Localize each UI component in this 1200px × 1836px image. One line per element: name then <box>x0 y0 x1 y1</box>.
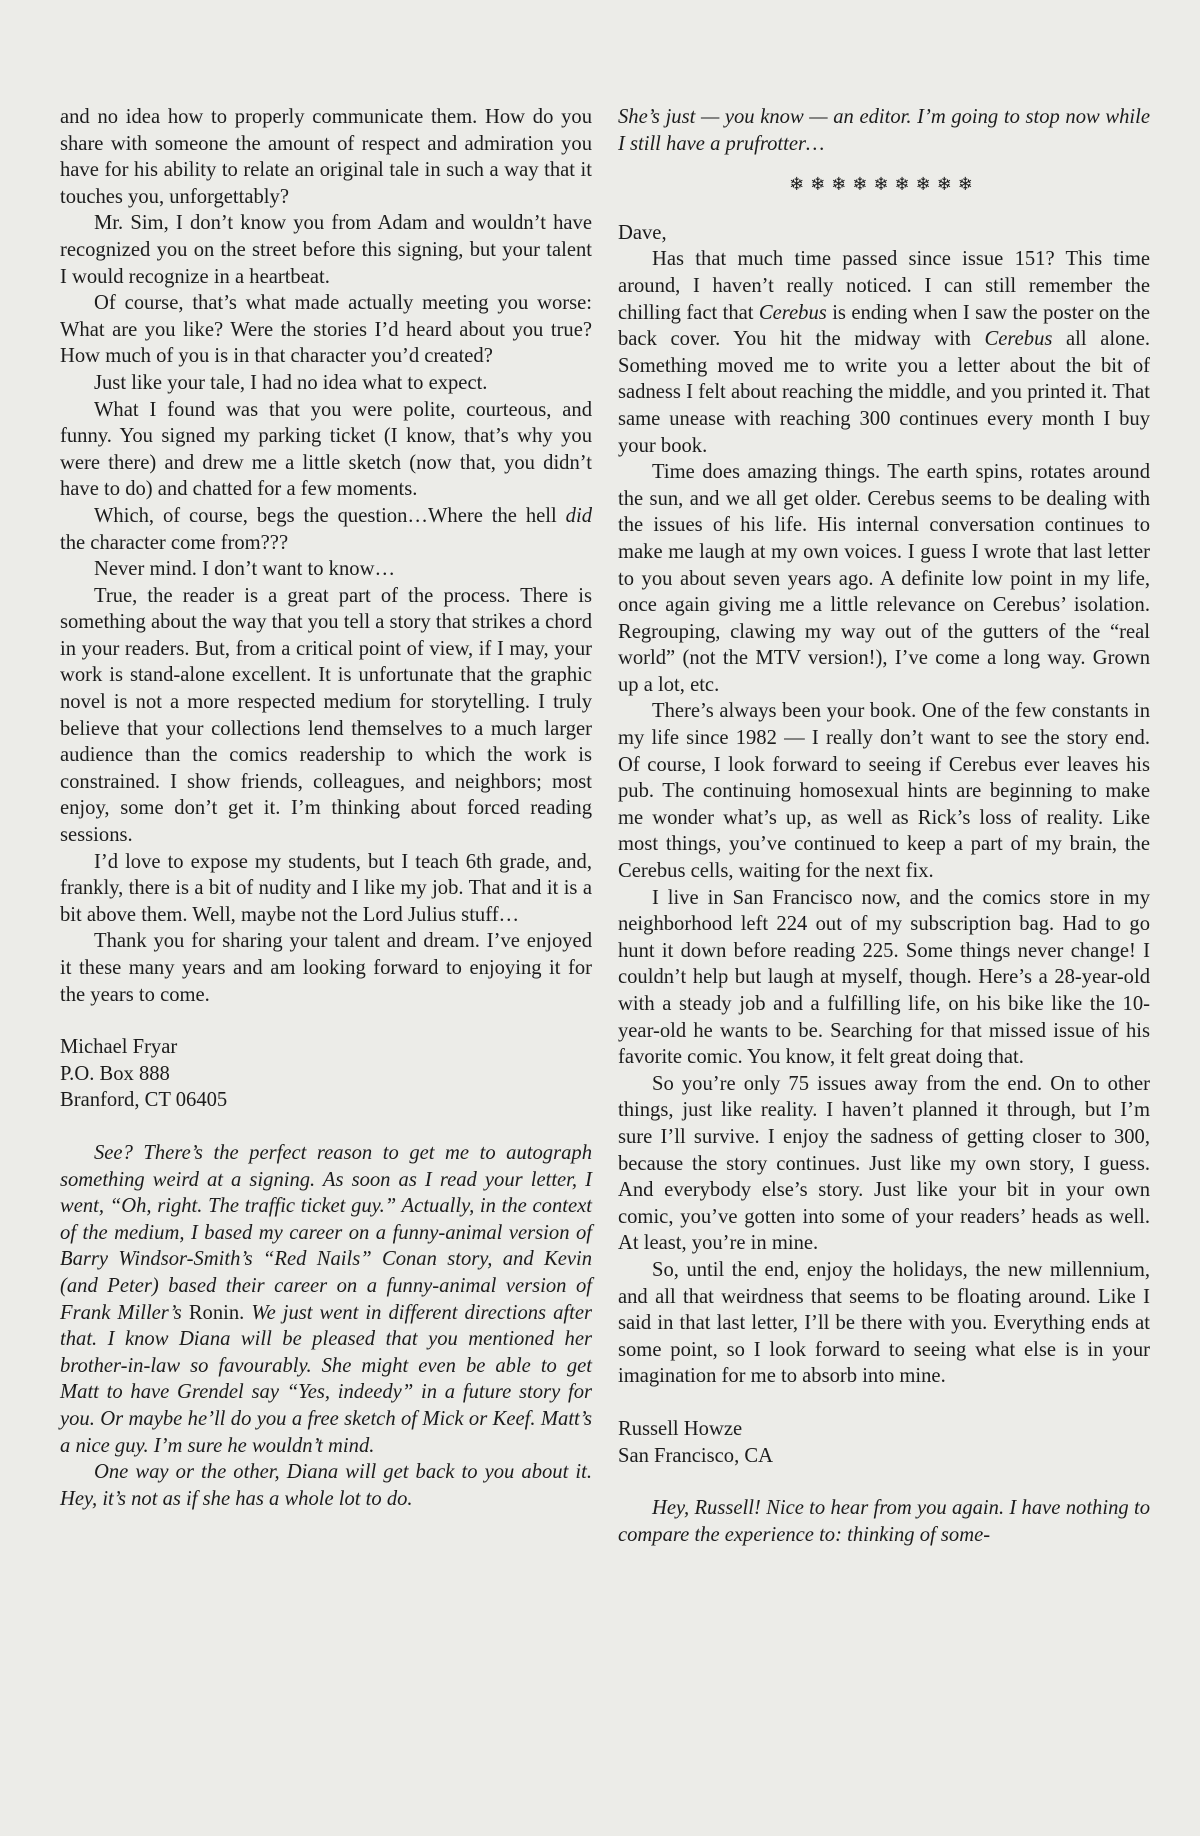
signature-city: San Francisco, CA <box>618 1444 774 1467</box>
signature-city: Branford, CT 06405 <box>60 1089 228 1112</box>
left-column <box>60 104 592 1512</box>
letter-paragraph: So, until the end, enjoy the holidays, the new millennium, and all that weirdness that seems to be floating around. Like I said in that last letter, I’ll be there with you. Everything ends at some point, so I look forward to seeing what else is in your imagination for me to absorb into mine. <box>618 1258 1150 1388</box>
editor-reply: One way or the other, Diana will get back to you about it. Hey, it’s not as if she has a whole lot to do. <box>60 1461 592 1510</box>
letter-paragraph <box>60 503 592 556</box>
letter-paragraph: Time does amazing things. The earth spins, rotates around the sun, and we all get older. Cerebus seems to be dealing with the issues of his life. His internal conversation continues to make me laugh at my own voices. I guess I wrote that last letter to you about seven years ago. A definite low point in my life, once again giving me a little relevance on Cerebus’ isolation. Regrouping, clawing my way out of the gutters of the “real world” (not the MTV version!), I’ve come a long way. Grown up a lot, etc. <box>618 461 1150 696</box>
letter-paragraph: Thank you for sharing your talent and dream. I’ve enjoyed it these many years and am looking forward to enjoying it for the years to come. <box>60 930 592 1006</box>
letter-salutation: Dave, <box>618 221 667 244</box>
signature-address: P.O. Box 888 <box>60 1062 170 1085</box>
editor-reply <box>60 1140 592 1459</box>
letter-paragraph: I’d love to expose my students, but I teach 6th grade, and, frankly, there is a bit of nudity and I like my job. That and it is a bit above them. Well, maybe not the Lord Julius stuff… <box>60 850 592 926</box>
letter-paragraph: Just like your tale, I had no idea what to expect. <box>94 371 488 394</box>
letter-paragraph: What I found was that you were polite, courteous, and funny. You signed my parking ticket (I know, that’s why you were there) and drew me a little sketch (now that, you didn’t have to do) and chatted for a few moments. <box>60 398 592 501</box>
section-divider: ❄❄❄❄❄❄❄❄❄ <box>789 174 979 195</box>
spacer <box>60 1114 592 1140</box>
spacer <box>618 1469 1150 1495</box>
emphasis: Cerebus <box>984 328 1053 351</box>
letter-paragraph: I live in San Francisco now, and the comics store in my neighborhood left 224 out of my subscription bag. Had to go hunt it down before reading 225. Some things never change! I couldn’t help but laugh at myself, though. Here’s a 28-year-old with a steady job and a fulfilling life, on his bike like the 10-year-old he wants to be. Searching for that missed issue of his favorite comic. You know, it felt great doing that. <box>618 886 1150 1069</box>
title-run: Ronin. <box>188 1301 245 1324</box>
text-run: See? There’s the perfect reason to get me to autograph something weird at a signing. As soon as I read your letter, I went, “Oh, right. The traffic ticket guy.” Actually, in the context of the medium, I based my career on a funny-animal version of Barry Windsor-Smith’s “Red Nails” Conan story, and Kevin (and Peter) based their career on a funny-animal version of Frank Miller’s <box>60 1141 592 1324</box>
letter-paragraph: Never mind. I don’t want to know… <box>94 558 396 581</box>
emphasis: Cerebus <box>758 301 827 324</box>
editor-reply: Hey, Russell! Nice to hear from you again. I have nothing to compare the experience to: thinking of some- <box>618 1497 1150 1546</box>
text-run: Has that much time passed since issue 151? This time around, I haven’t really noticed. I can still remember the chilling fact that <box>618 248 1150 324</box>
text-run: Which, of course, begs the question…Where the hell <box>94 504 566 527</box>
letter-paragraph: and no idea how to properly communicate them. How do you share with someone the amount of respect and admiration you have for his ability to relate an original tale in such a way that it touches you, unforgettably? <box>60 106 592 208</box>
letter-paragraph: There’s always been your book. One of the few constants in my life since 1982 — I really don’t want to see the story end. Of course, I look forward to seeing if Cerebus ever leaves his pub. The continuing homosexual hints are beginning to make me wonder what’s up, as well as Rick’s loss of reality. Like most things, you’ve continued to keep a part of my brain, the Cerebus cells, waiting for the next fix. <box>618 700 1150 883</box>
text-run: all alone. Something moved me to write you a letter about the bit of sadness I felt about reaching the middle, and you printed it. That same unease with reaching 300 continues every month I buy your book. <box>618 328 1150 457</box>
letter-paragraph: True, the reader is a great part of the process. There is something about the way that you tell a story that strikes a chord in your readers. But, from a critical point of view, if I may, your work is stand-alone excellent. It is unfortunate that the graphic novel is not a more respected medium for storytelling. I truly believe that your collections lend themselves to a much larger audience than the comics readership to which the work is constrained. I show friends, colleagues, and neighbors; most enjoy, some don’t get it. I’m thinking about forced reading sessions. <box>60 584 592 847</box>
signature-name: Russell Howze <box>618 1417 743 1440</box>
signature-name: Michael Fryar <box>60 1036 178 1059</box>
text-run: We just went in different directions after that. I know Diana will be pleased that you mentioned her brother-in-law so favourably. She might even be able to get Matt to have Grendel say “Yes, indeedy” in a future story for you. Or maybe he’ll do you a free sketch of Mick or Keef. Matt’s a nice guy. I’m sure he wouldn’t mind. <box>60 1301 592 1457</box>
text-run: is ending when I saw the poster on the back cover. You hit the midway with <box>618 301 1151 351</box>
spacer <box>60 1008 592 1034</box>
letter-paragraph <box>618 246 1150 459</box>
letter-paragraph: So you’re only 75 issues away from the end. On to other things, just like reality. I haven’t planned it through, but I’m sure I’ll survive. I enjoy the sadness of getting closer to 300, because the story continues. Just like my own story, I guess. And everybody else’s story. Just like your bit in your own comic, you’ve gotten into some of your readers’ heads as well. At least, you’re in mine. <box>618 1072 1150 1255</box>
right-column <box>618 104 1150 1548</box>
editor-reply-continued: She’s just — you know — an editor. I’m going to stop now while I still have a prufrotter… <box>618 106 1150 155</box>
text-run: the character come from??? <box>60 531 289 554</box>
emphasis: did <box>565 504 592 527</box>
letter-paragraph: Of course, that’s what made actually meeting you worse: What are you like? Were the stories I’d heard about you true? How much of you is in that character you’d created? <box>60 292 592 368</box>
spacer <box>618 1390 1150 1416</box>
letter-paragraph: Mr. Sim, I don’t know you from Adam and wouldn’t have recognized you on the street before this signing, but your talent I would recognize in a heartbeat. <box>60 212 592 288</box>
